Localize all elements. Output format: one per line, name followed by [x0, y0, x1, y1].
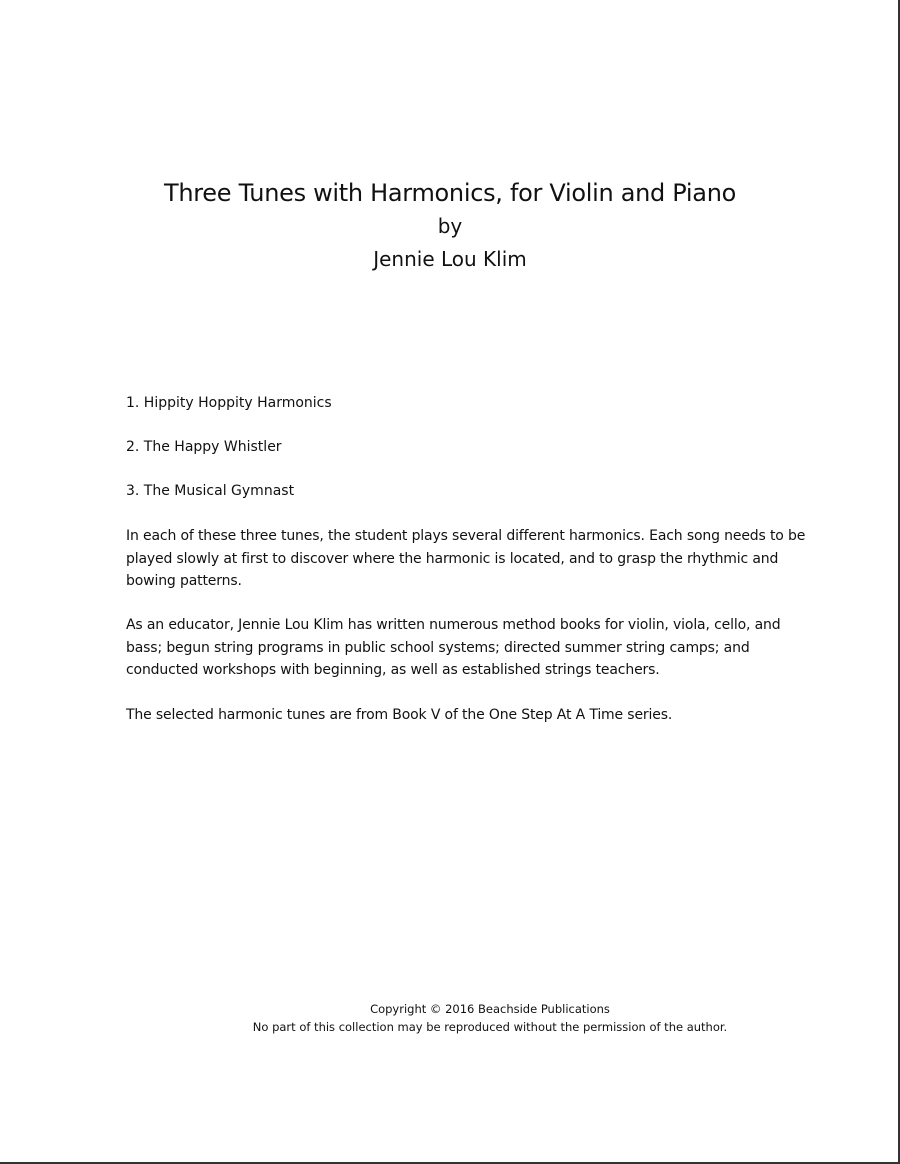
copyright-notice — [0, 1000, 900, 1036]
source-paragraph: The selected harmonic tunes are from Book V of the One Step At A Time series. — [126, 707, 673, 723]
author-name: Jennie Lou Klim — [373, 247, 527, 271]
document-title: Three Tunes with Harmonics, for Violin and Piano — [164, 179, 736, 207]
list-item: 2. The Happy Whistler — [126, 439, 282, 455]
educator-paragraph: As an educator, Jennie Lou Klim has written numerous method books for violin, viola, cello, and bass; begun string programs in public school systems; directed summer string camps; and conducted workshops with beginning, as well as established strings teachers. — [126, 617, 781, 678]
list-item: 3. The Musical Gymnast — [126, 483, 295, 499]
by-line: by — [437, 214, 463, 238]
list-item: 1. Hippity Hoppity Harmonics — [126, 395, 332, 411]
permission-line: No part of this collection may be reproduced without the permission of the author. — [252, 1020, 728, 1034]
description-paragraph: In each of these three tunes, the student plays several different harmonics. Each song needs to be played slowly at first to discover where the harmonic is located, and to grasp the rhythmic and bowing patterns. — [126, 528, 806, 589]
copyright-line: Copyright © 2016 Beachside Publications — [370, 1002, 610, 1016]
title-block — [0, 176, 900, 276]
tune-list — [126, 392, 332, 524]
